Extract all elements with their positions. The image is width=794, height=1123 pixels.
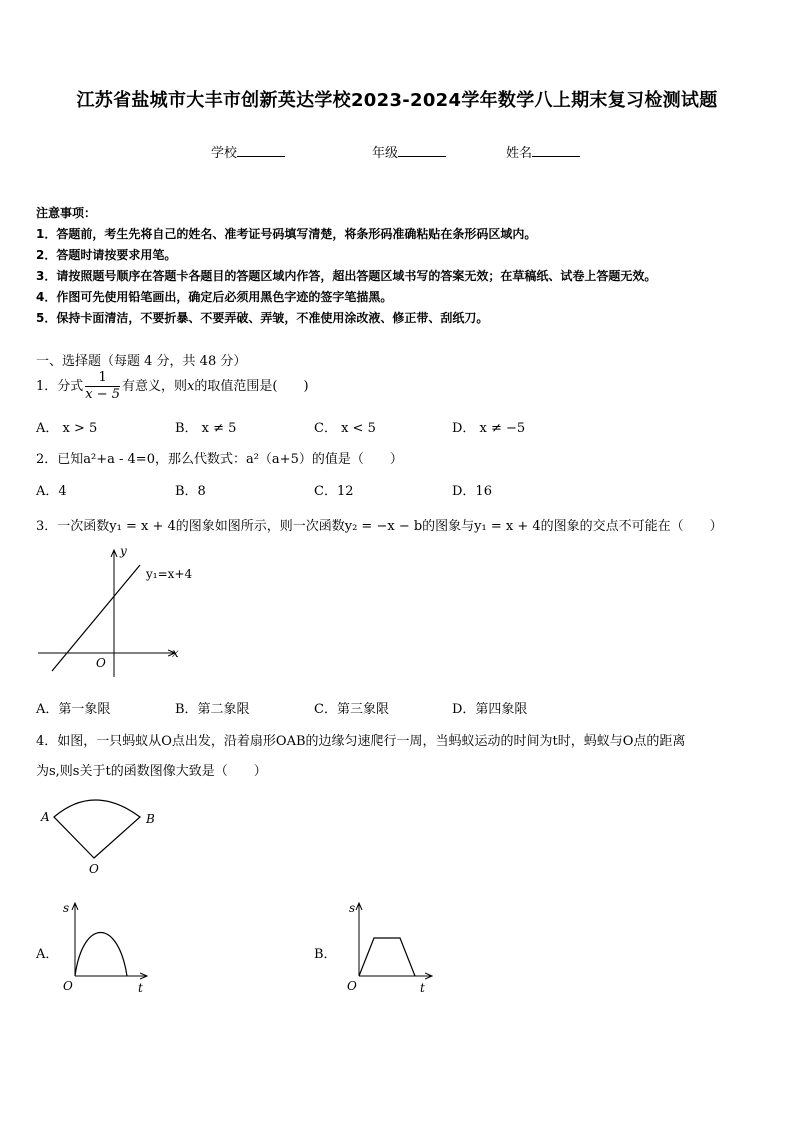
page-title: 江苏省盐城市大丰市创新英达学校2023-2024学年数学八上期末复习检测试题 — [76, 90, 718, 111]
notes-item: 5．保持卡面清洁，不要折暴、不要弄破、弄皱，不准使用涂改液、修正带、刮纸刀。 — [36, 311, 489, 325]
q1-option-a[interactable]: A． x > 5 — [36, 421, 98, 436]
question-2: 2．已知a²+a - 4=0，那么代数式：a²（a+5）的值是（ ） — [36, 452, 403, 467]
q4-option-a-graph[interactable] — [60, 898, 155, 996]
notes-item: 4．作图可先使用铅笔画出，确定后必须用黑色字迹的签字笔描黑。 — [36, 290, 393, 304]
notes-block — [36, 203, 656, 329]
sector-oab — [54, 800, 140, 858]
q1-prefix: 1．分式 — [36, 379, 84, 394]
notes-item: 2．答题时请按要求用笔。 — [36, 248, 177, 262]
section-heading: 一、选择题（每题 4 分，共 48 分） — [36, 354, 247, 369]
q4-option-a[interactable]: A． — [36, 947, 59, 962]
q3-graph — [36, 545, 196, 680]
q4-sector-figure — [36, 795, 166, 880]
q1-option-d[interactable]: D． x ≠ −5 — [452, 421, 526, 436]
q1-suffix: 的取值范围是( ) — [194, 379, 309, 394]
school-field[interactable] — [211, 142, 285, 161]
origin-label: O — [63, 979, 73, 993]
q2-option-a[interactable]: A．4 — [36, 484, 67, 499]
q2-option-b[interactable]: B．8 — [175, 484, 206, 499]
q3-option-a[interactable]: A．第一象限 — [36, 702, 111, 717]
name-field[interactable] — [506, 142, 580, 161]
name-blank[interactable] — [532, 144, 580, 157]
q2-option-c[interactable]: C．12 — [314, 484, 354, 499]
t-axis-label: t — [420, 981, 425, 995]
point-a-label: A — [41, 810, 50, 824]
grade-blank[interactable] — [398, 144, 446, 157]
t-axis-label: t — [138, 981, 143, 995]
notes-item: 1．答题前，考生先将自己的姓名、准考证号码填写清楚，将条形码准确粘贴在条形码区域内。 — [36, 227, 537, 241]
q3-option-c[interactable]: C．第三象限 — [314, 702, 389, 717]
question-4-line1: 4．如图，一只蚂蚁从O点出发，沿着扇形OAB的边缘匀速爬行一周，当蚂蚁运动的时间为t时，蚂蚁与O点的距离 — [36, 734, 686, 749]
notes-item: 3．请按照题号顺序在答题卡各题目的答题区域内作答，超出答题区域书写的答案无效；在草稿纸、试卷上答题无效。 — [36, 269, 657, 283]
question-4-line2: 为s,则s关于t的函数图像大致是（ ） — [36, 764, 267, 779]
school-blank[interactable] — [237, 144, 285, 157]
q4-option-b-graph[interactable] — [345, 898, 440, 996]
question-3: 3．一次函数y₁ = x + 4的图象如图所示，则一次函数y₂ = −x − b的图象与y₁ = x + 4的图象的交点不可能在（ ） — [36, 519, 723, 534]
q3-option-d[interactable]: D．第四象限 — [452, 702, 528, 717]
q3-option-b[interactable]: B．第二象限 — [175, 702, 250, 717]
line-label: y₁=x+4 — [146, 567, 193, 581]
q1-option-c[interactable]: C． x < 5 — [314, 421, 376, 436]
q1-fraction — [85, 370, 120, 403]
y-axis-label: y — [120, 545, 127, 558]
q4-option-b[interactable]: B． — [314, 947, 337, 962]
school-label: 学校 — [211, 146, 238, 161]
curve-a — [75, 933, 127, 977]
q1-option-b[interactable]: B． x ≠ 5 — [175, 421, 237, 436]
notes-heading: 注意事项： — [36, 206, 97, 220]
point-b-label: B — [146, 812, 155, 826]
q1-frac-den: x − 5 — [85, 387, 121, 402]
q1-middle: 有意义，则 — [122, 379, 188, 394]
q1-frac-num: 1 — [85, 370, 120, 387]
x-axis-label: x — [172, 646, 179, 660]
curve-b — [359, 938, 415, 976]
s-axis-label: s — [63, 901, 70, 915]
q2-option-d[interactable]: D．16 — [452, 484, 492, 499]
s-axis-label: s — [349, 901, 356, 915]
origin-label: O — [347, 979, 357, 993]
name-label: 姓名 — [506, 146, 533, 161]
q1-var: x — [187, 379, 195, 394]
grade-label: 年级 — [372, 146, 399, 161]
grade-field[interactable] — [372, 142, 446, 161]
question-1 — [36, 370, 309, 403]
point-o-label: O — [89, 862, 99, 876]
origin-label: O — [96, 656, 106, 670]
